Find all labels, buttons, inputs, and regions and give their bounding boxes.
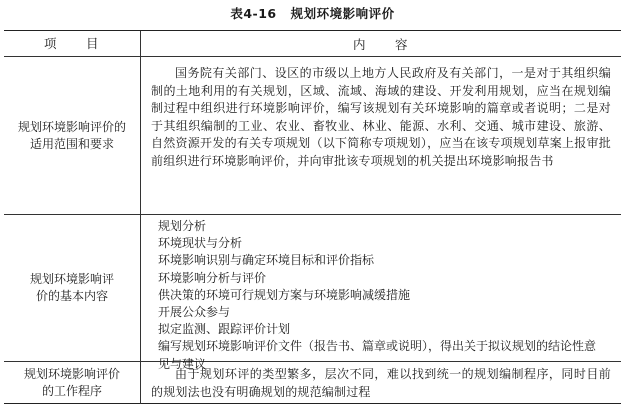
row-item-text: 规划环境影响评价的基本内容 (29, 272, 114, 303)
table-row (4, 57, 621, 215)
row-content-text: 由于规划环评的类型繁多，层次不同，难以找到统一的规划编制程序，同时目前的规划法也没有明确规划的规范编制过程 (151, 367, 611, 399)
list-item: 编写规划环境影响评价文件（报告书、篇章或说明），得出关于拟议规划的结论性意见与建议 (158, 339, 597, 371)
list-item: 开展公众参与 (158, 305, 231, 320)
list-item: 环境影响分析与评价 (158, 270, 267, 285)
header-item: 项 目 (4, 31, 141, 56)
table-title: 规划环境影响评价 (290, 6, 395, 21)
row-content (141, 57, 621, 214)
row-content (141, 215, 621, 371)
list-item: 拟定监测、跟踪评价计划 (158, 322, 291, 337)
table-caption (0, 4, 625, 22)
row-item-label (4, 57, 141, 214)
row-content-text: 国务院有关部门、设区的市级以上地方人民政府及有关部门，一是对于其组织编制的土地利用的有关规划，区域、流域、海域的建设、开发利用规划，应当在规划编制过程中组织进行环境影响评价，编写该规划有关环境影响的篇章或者说明；二是对于其组织编制的工业、农业、畜牧业、林业、能源、水利、交通、城市建设、旅游、自然资源开发的有关专项规划（以下简称专项规划），应当在该专项规划草案上报审批前组织进行环境影响评价，并向审批该专项规划的机关提出环境影响报告书 (151, 66, 611, 168)
table-number: 表4-16 (230, 6, 277, 21)
header-content: 内 容 (352, 36, 409, 52)
content-list (141, 215, 621, 373)
table-row (4, 215, 621, 371)
list-item: 环境影响识别与确定环境目标和评价指标 (158, 253, 375, 268)
list-item: 环境现状与分析 (158, 236, 243, 251)
table-header-row (4, 31, 621, 57)
row-item-text: 规划环境影响评价的工作程序 (23, 366, 120, 398)
list-item: 规划分析 (158, 219, 207, 233)
list-item: 供决策的环境可行规划方案与环境影响减缓措施 (158, 287, 411, 302)
row-item-text: 规划环境影响评价的适用范围和要求 (18, 119, 127, 151)
row-item-label (4, 215, 141, 361)
evaluation-table (4, 30, 621, 404)
